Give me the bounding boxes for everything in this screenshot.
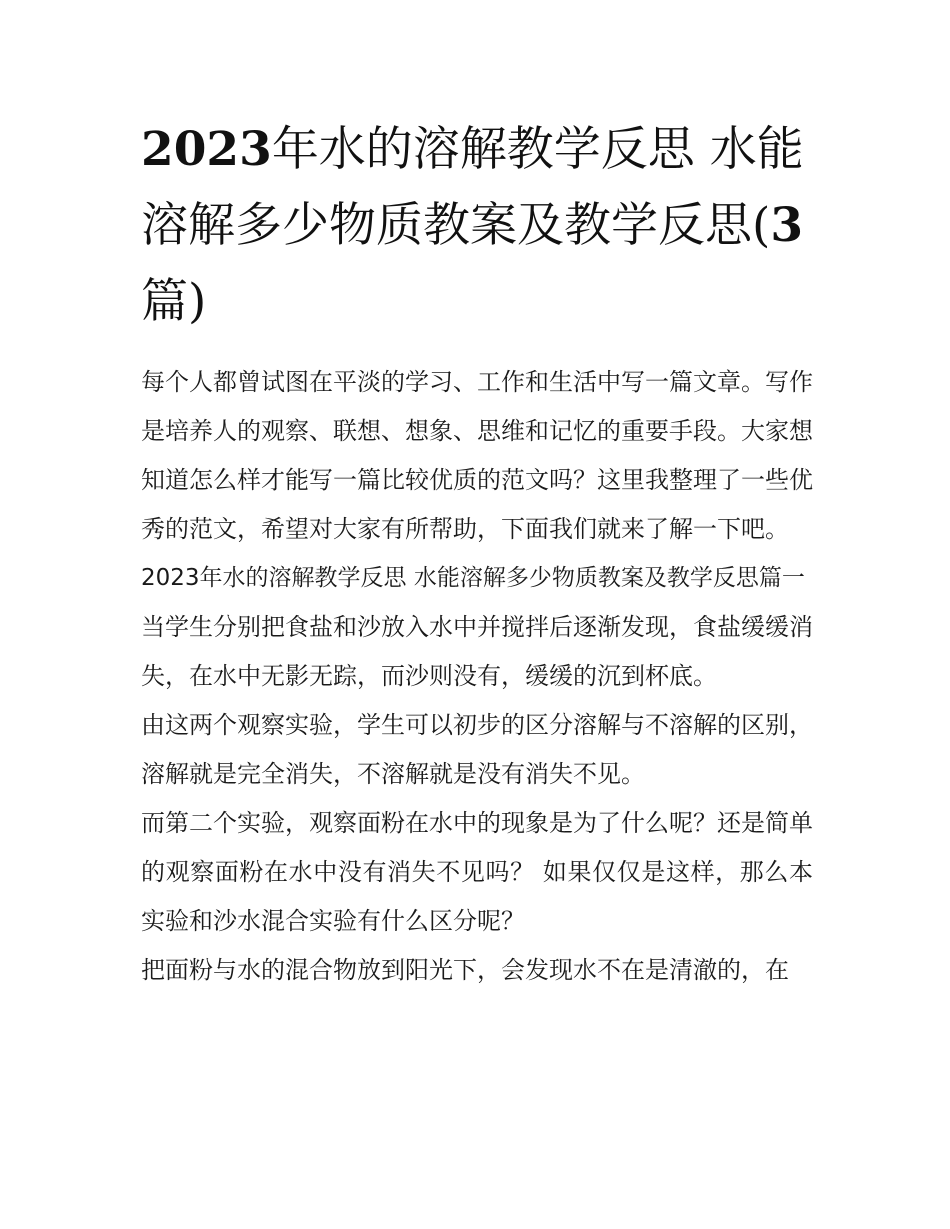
body-paragraph: 当学生分别把食盐和沙放入水中并搅拌后逐渐发现，食盐缓缓消失，在水中无影无踪，而沙则没有，缓缓的沉到杯底。 bbox=[141, 613, 813, 690]
document-body bbox=[141, 112, 813, 995]
title-end: 篇) bbox=[141, 274, 207, 329]
document-title bbox=[141, 112, 813, 340]
body-paragraph: 而第二个实验，观察面粉在水中的现象是为了什么呢？还是简单的观察面粉在水中没有消失不见吗？ 如果仅仅是这样，那么本实验和沙水混合实验有什么区分呢？ bbox=[141, 809, 813, 935]
title-year: 2023 bbox=[141, 122, 272, 177]
body-paragraph: 把面粉与水的混合物放到阳光下，会发现水不在是清澈的，在 bbox=[141, 956, 789, 984]
section-heading: 2023年水的溶解教学反思 水能溶解多少物质教案及教学反思篇一 bbox=[141, 565, 805, 591]
title-count: 3 bbox=[770, 198, 804, 253]
body-paragraph: 由这两个观察实验，学生可以初步的区分溶解与不溶解的区别，溶解就是完全消失，不溶解就是没有消失不见。 bbox=[141, 711, 813, 788]
title-text: 年水的溶解教学反思 水能溶解多少物质教案及教学反思( bbox=[141, 122, 804, 253]
intro-paragraph: 每个人都曾试图在平淡的学习、工作和生活中写一篇文章。写作是培养人的观察、联想、想象、思维和记忆的重要手段。大家想知道怎么样才能写一篇比较优质的范文吗？这里我整理了一些优秀的范文，希望对大家有所帮助，下面我们就来了解一下吧。 bbox=[141, 368, 813, 543]
